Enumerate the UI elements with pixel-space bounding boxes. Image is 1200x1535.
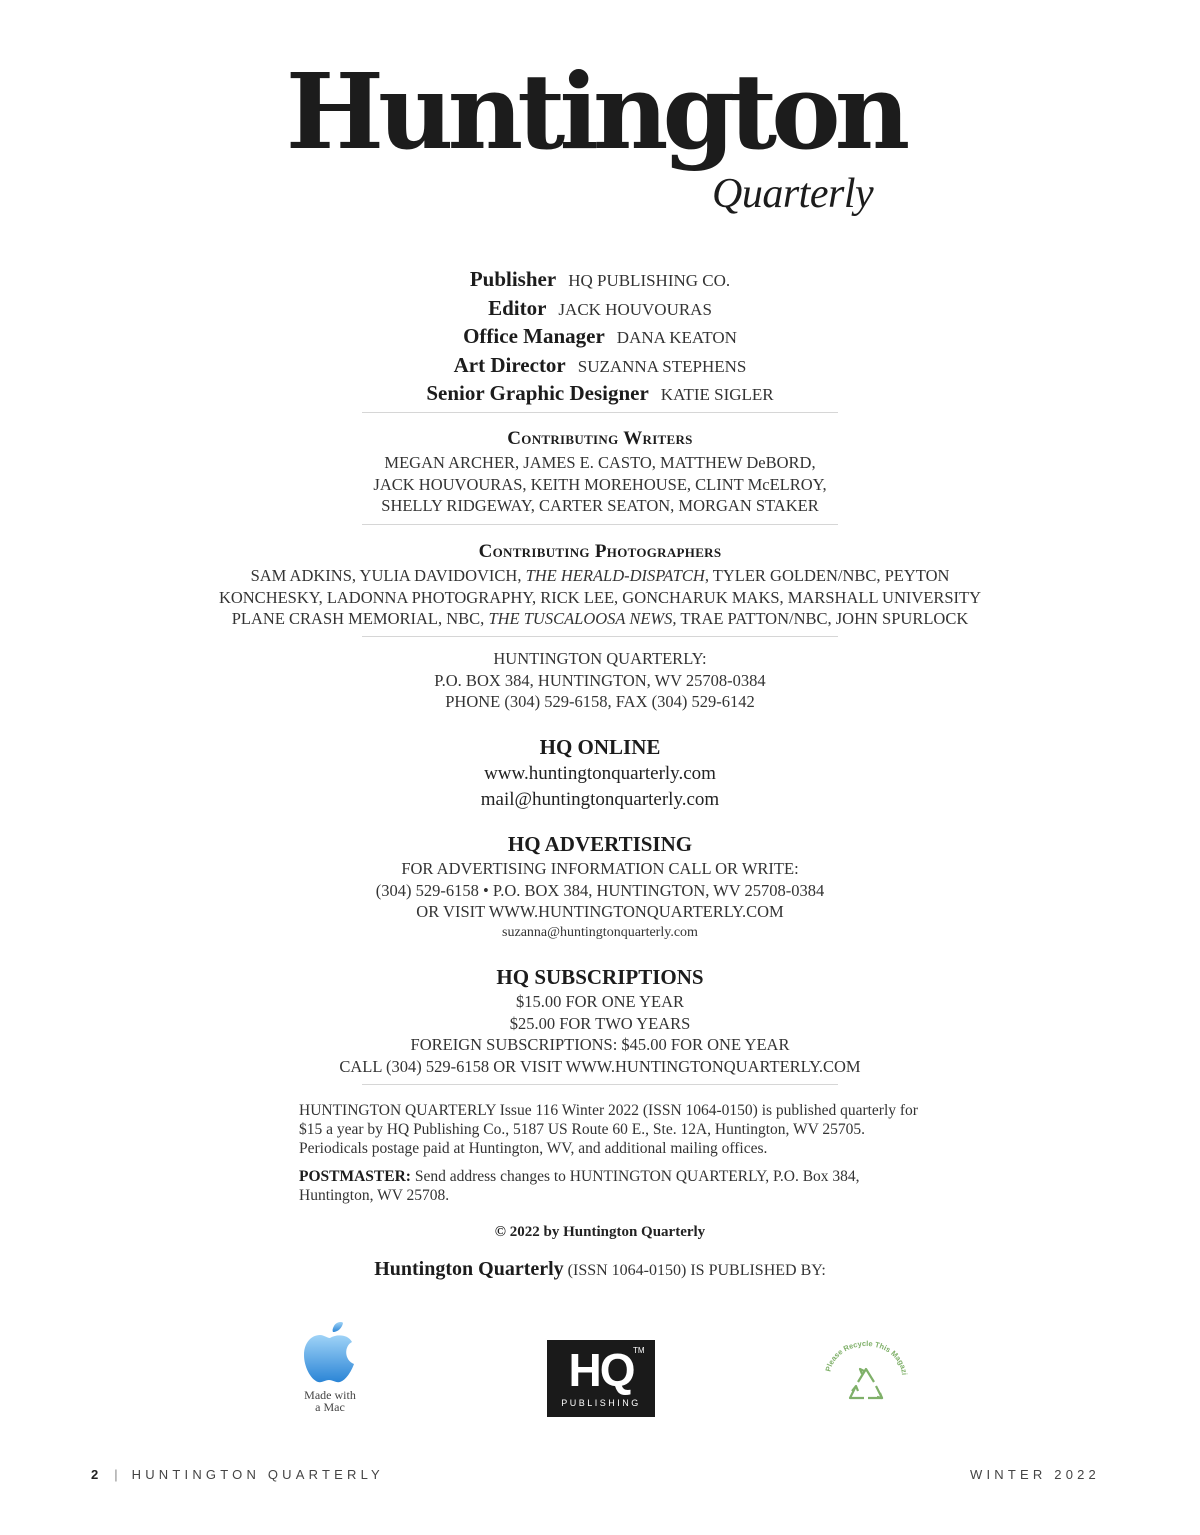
- hq-publishing-label: PUBLISHING: [561, 1398, 641, 1408]
- subscription-line: $15.00 FOR ONE YEAR: [515, 992, 685, 1011]
- subscription-line: $25.00 FOR TWO YEARS: [509, 1013, 691, 1033]
- divider: [362, 412, 838, 413]
- published-by-text: (ISSN 1064-0150) IS PUBLISHED BY:: [563, 1262, 826, 1279]
- footer-issue: WINTER 2022: [969, 1467, 1100, 1482]
- divider: [362, 524, 838, 525]
- online-heading: HQ ONLINE: [539, 735, 661, 759]
- staff-row: [0, 295, 1200, 324]
- postmaster-label: POSTMASTER:: [299, 1168, 411, 1185]
- published-by: [0, 1258, 1200, 1281]
- apple-caption: a Mac: [315, 1400, 345, 1414]
- photographers-text: PLANE CRASH MEMORIAL, NBC,: [231, 609, 489, 628]
- advertising-line: (304) 529-6158 • P.O. BOX 384, HUNTINGTON, WV 25708-0384: [375, 880, 825, 900]
- address-line: P.O. BOX 384, HUNTINGTON, WV 25708-0384: [434, 670, 766, 690]
- advertising-heading: HQ ADVERTISING: [507, 832, 693, 856]
- publication-name: THE TUSCALOOSA NEWS,: [488, 609, 677, 628]
- photographers-text: , TYLER GOLDEN/NBC, PEYTON: [704, 566, 950, 585]
- email-link[interactable]: mail@huntingtonquarterly.com: [480, 789, 720, 810]
- address-section: [0, 648, 1200, 713]
- footer-publication: HUNTINGTON QUARTERLY: [131, 1467, 384, 1482]
- subscriptions-heading: HQ SUBSCRIPTIONS: [496, 965, 704, 989]
- apple-icon: [296, 1322, 364, 1384]
- subscription-line: CALL (304) 529-6158 OR VISIT WWW.HUNTINGTONQUARTERLY.COM: [339, 1056, 861, 1076]
- staff-name: SUZANNA STEPHENS: [577, 356, 747, 376]
- staff-name: KATIE SIGLER: [660, 385, 774, 404]
- website-link[interactable]: www.huntingtonquarterly.com: [484, 763, 716, 784]
- writers-section: [0, 426, 1200, 517]
- staff-row: [0, 266, 1200, 295]
- photographers-text: SAM ADKINS, YULIA DAVIDOVICH,: [250, 566, 526, 585]
- apple-caption: Made with: [304, 1388, 356, 1402]
- photographers-line: KONCHESKY, LADONNA PHOTOGRAPHY, RICK LEE, GONCHARUK MAKS, MARSHALL UNIVERSITY: [218, 587, 982, 607]
- staff-role: Senior Graphic Designer: [426, 381, 649, 405]
- advertising-email-link[interactable]: suzanna@huntingtonquarterly.com: [502, 924, 698, 940]
- staff-role: Art Director: [453, 352, 566, 377]
- subscriptions-section: [0, 963, 1200, 1077]
- staff-role: Editor: [488, 295, 547, 320]
- page-footer-left: [91, 1467, 384, 1482]
- staff-name: JACK HOUVOURAS: [558, 299, 712, 319]
- postmaster-statement: [299, 1167, 919, 1205]
- staff-name: DANA KEATON: [616, 328, 737, 347]
- address-line: PHONE (304) 529-6158, FAX (304) 529-6142: [445, 692, 755, 711]
- recycle-text: Please Recycle This Magazi: [823, 1338, 909, 1376]
- masthead-subtitle: Quarterly: [712, 171, 874, 217]
- masthead: [0, 50, 1200, 230]
- advertising-section: [0, 830, 1200, 943]
- page-number: 2: [91, 1467, 99, 1482]
- advertising-line: OR VISIT WWW.HUNTINGTONQUARTERLY.COM: [416, 902, 784, 921]
- photographers-heading: Contributing Photographers: [478, 541, 722, 562]
- address-line: HUNTINGTON QUARTERLY:: [493, 649, 707, 668]
- copyright: © 2022 by Huntington Quarterly: [494, 1224, 706, 1240]
- subscription-line: FOREIGN SUBSCRIPTIONS: $45.00 FOR ONE YEAR: [410, 1035, 790, 1054]
- staff-row: [0, 352, 1200, 381]
- masthead-title: Huntington: [285, 50, 905, 173]
- publication-name: THE HERALD-DISPATCH: [525, 566, 705, 585]
- writers-line: MEGAN ARCHER, JAMES E. CASTO, MATTHEW DeBORD,: [384, 453, 816, 472]
- advertising-line: FOR ADVERTISING INFORMATION CALL OR WRITE:: [401, 859, 799, 878]
- staff-role: Office Manager: [463, 324, 605, 348]
- writers-line: SHELLY RIDGEWAY, CARTER SEATON, MORGAN STAKER: [381, 496, 819, 515]
- hq-publishing-logo: [547, 1340, 655, 1417]
- staff-role: Publisher: [469, 267, 557, 291]
- staff-list: [0, 266, 1200, 409]
- divider: [362, 1084, 838, 1085]
- made-with-mac-logo: [296, 1322, 364, 1422]
- photographers-section: [0, 539, 1200, 630]
- divider: [362, 636, 838, 637]
- photographers-text: TRAE PATTON/NBC, JOHN SPURLOCK: [676, 609, 969, 628]
- publication-statement: HUNTINGTON QUARTERLY Issue 116 Winter 2022 (ISSN 1064-0150) is published quarterly for $15 a year by HQ Publishing Co., 5187 US Route 60 E., Ste. 12A, Huntington, WV 25705. Periodicals postage paid at Huntington, WV, and additional mailing offices.: [299, 1102, 918, 1157]
- writers-line: JACK HOUVOURAS, KEITH MOREHOUSE, CLINT McELROY,: [373, 474, 827, 494]
- staff-row: [0, 380, 1200, 409]
- writers-heading: Contributing Writers: [507, 428, 693, 449]
- staff-name: HQ PUBLISHING CO.: [568, 271, 731, 290]
- recycle-icon: [818, 1338, 914, 1418]
- staff-row: [0, 323, 1200, 352]
- hq-mark: HQ: [568, 1344, 634, 1396]
- trademark: TM: [633, 1346, 645, 1355]
- published-by-name: Huntington Quarterly: [374, 1258, 564, 1280]
- recycle-logo: [818, 1338, 914, 1418]
- online-section: [0, 733, 1200, 813]
- photographers-line: [0, 608, 1200, 630]
- footer-separator: |: [114, 1467, 118, 1482]
- postmaster-text: Send address changes to HUNTINGTON QUARTERLY, P.O. Box 384, Huntington, WV 25708.: [299, 1168, 860, 1204]
- photographers-line: [0, 565, 1200, 587]
